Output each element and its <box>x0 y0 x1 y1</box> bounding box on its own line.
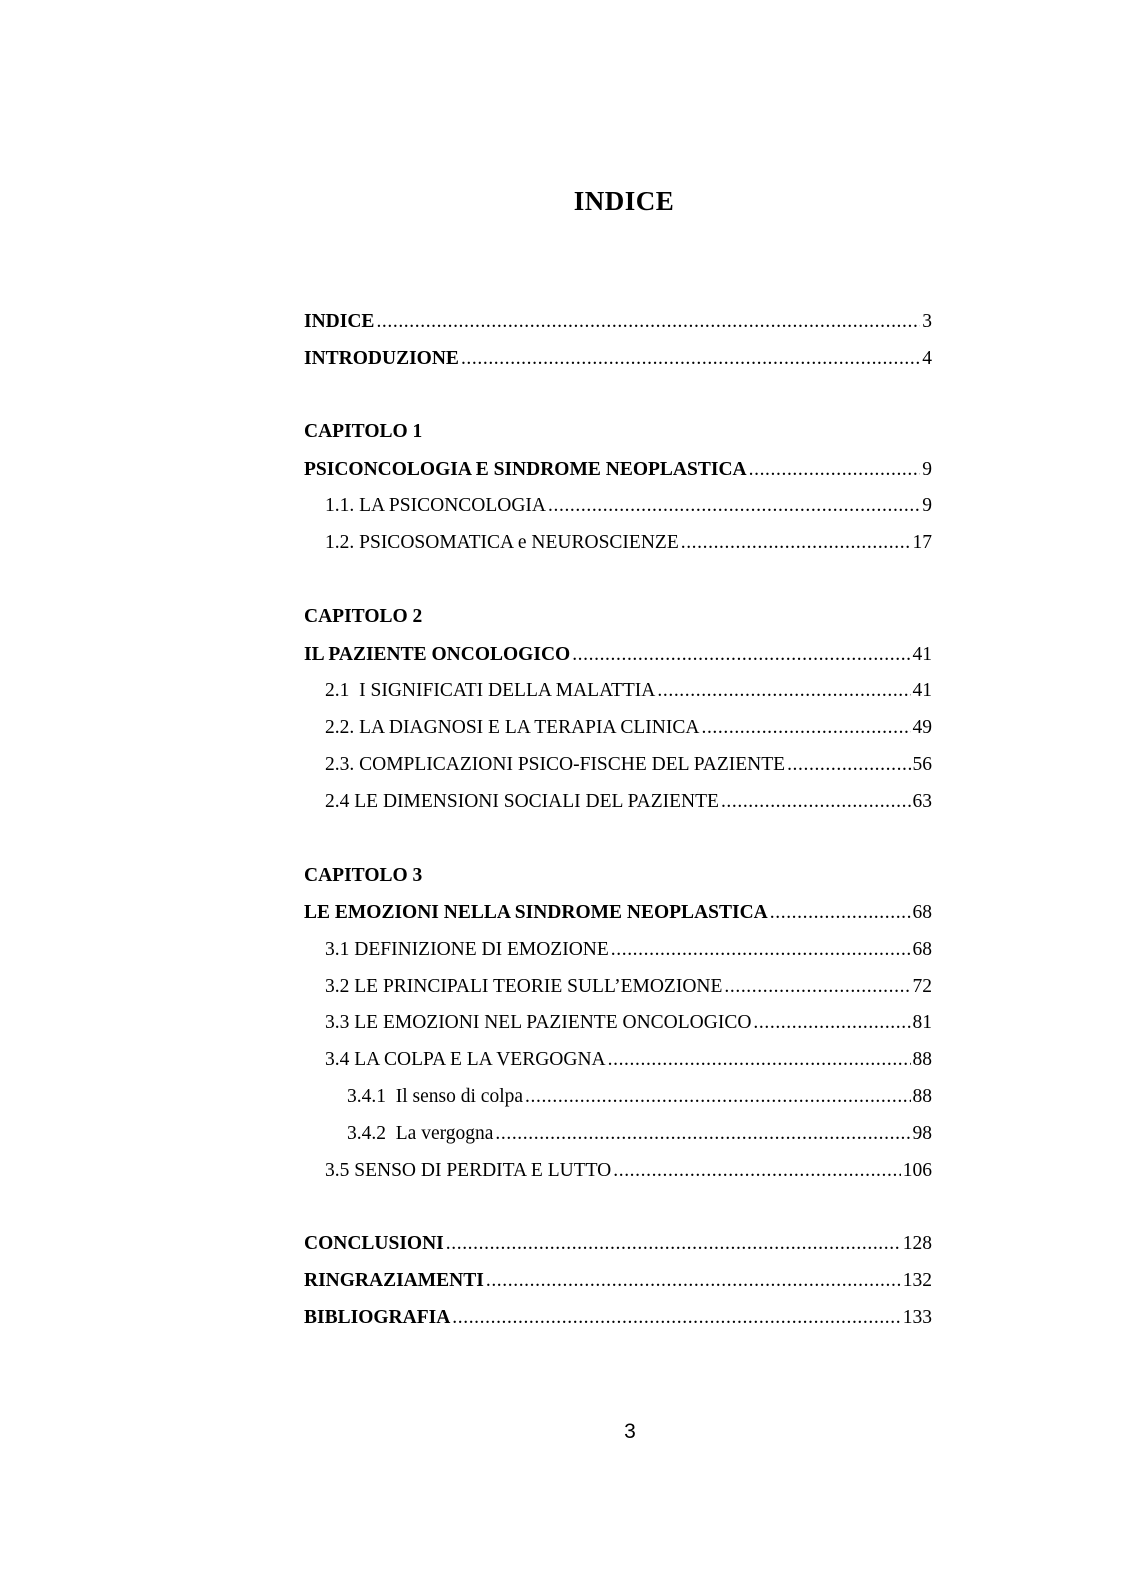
toc-entry-title: LE EMOZIONI NELLA SINDROME NEOPLASTICA <box>304 902 768 923</box>
toc-section[interactable] <box>325 935 932 965</box>
toc-entry-title: 3.4.1 Il senso di colpa <box>347 1086 524 1107</box>
toc-section[interactable] <box>325 1156 932 1186</box>
toc-entry-page: 98 <box>912 1123 932 1144</box>
toc-entry-title: CONCLUSIONI <box>304 1233 444 1254</box>
toc-entry-page: 3 <box>922 311 932 332</box>
toc-entry-page: 41 <box>912 644 932 665</box>
toc-entry-title: 2.3. COMPLICAZIONI PSICO-FISCHE DEL PAZIENTE <box>325 754 786 775</box>
toc-dot-leader <box>376 307 920 337</box>
toc-entry-page: 68 <box>912 902 932 923</box>
toc-dot-leader <box>613 1156 901 1186</box>
toc-dot-leader <box>721 787 911 817</box>
toc-entry-page: 72 <box>912 976 932 997</box>
toc-section[interactable] <box>325 676 932 706</box>
toc-entry-title: BIBLIOGRAFIA <box>304 1307 451 1328</box>
toc-chapter-title[interactable] <box>304 898 932 928</box>
toc-entry-title: 1.2. PSICOSOMATICA e NEUROSCIENZE <box>325 532 679 553</box>
toc-dot-leader <box>446 1229 901 1259</box>
toc-chapter-title[interactable] <box>304 455 932 485</box>
toc-entry-page: 106 <box>902 1160 932 1181</box>
toc-entry-title: RINGRAZIAMENTI <box>304 1270 484 1291</box>
toc-entry-page: 128 <box>902 1233 932 1254</box>
toc-dot-leader <box>548 491 920 521</box>
toc-dot-leader <box>657 676 910 706</box>
toc-entry-page: 9 <box>922 495 932 516</box>
toc-entry-title: 3.4 LA COLPA E LA VERGOGNA <box>325 1049 606 1070</box>
toc-entry-page: 56 <box>912 754 932 775</box>
toc-entry-title: PSICONCOLOGIA E SINDROME NEOPLASTICA <box>304 459 747 480</box>
toc-entry-page: 68 <box>912 939 932 960</box>
toc-entry-page: 132 <box>902 1270 932 1291</box>
toc-dot-leader <box>572 640 910 670</box>
toc-dot-leader <box>525 1082 910 1112</box>
toc-dot-leader <box>753 1008 910 1038</box>
toc-entry-bibliografia[interactable] <box>304 1303 932 1333</box>
toc-entry-introduzione[interactable] <box>304 344 932 374</box>
toc-entry-title: 2.2. LA DIAGNOSI E LA TERAPIA CLINICA <box>325 717 700 738</box>
toc-entry-page: 133 <box>902 1307 932 1328</box>
toc-section[interactable] <box>325 1008 932 1038</box>
toc-entry-page: 9 <box>922 459 932 480</box>
toc-dot-leader <box>787 750 910 780</box>
toc-entry-page: 17 <box>912 532 932 553</box>
toc-entry-title: 3.1 DEFINIZIONE DI EMOZIONE <box>325 939 609 960</box>
page-number: 3 <box>624 1420 636 1443</box>
toc-subsection[interactable] <box>347 1082 932 1112</box>
toc-section[interactable] <box>325 787 932 817</box>
chapter-label: CAPITOLO 3 <box>304 865 423 886</box>
toc-entry-page: 4 <box>922 348 932 369</box>
toc-dot-leader <box>486 1266 901 1296</box>
toc-dot-leader <box>681 528 911 558</box>
toc-entry-title: INDICE <box>304 311 375 332</box>
toc-dot-leader <box>611 935 911 965</box>
toc-section[interactable] <box>325 972 932 1002</box>
toc-dot-leader <box>495 1119 910 1149</box>
toc-entry-title: 2.1 I SIGNIFICATI DELLA MALATTIA <box>325 680 656 701</box>
toc-section[interactable] <box>325 528 932 558</box>
toc-entry-indice[interactable] <box>304 307 932 337</box>
toc-entry-title: 1.1. LA PSICONCOLOGIA <box>325 495 547 516</box>
toc-entry-title: IL PAZIENTE ONCOLOGICO <box>304 644 571 665</box>
toc-section[interactable] <box>325 713 932 743</box>
chapter-label: CAPITOLO 1 <box>304 421 423 442</box>
toc-subsection[interactable] <box>347 1119 932 1149</box>
toc-entry-page: 49 <box>912 717 932 738</box>
toc-entry-title: INTRODUZIONE <box>304 348 459 369</box>
toc-dot-leader <box>770 898 911 928</box>
toc-dot-leader <box>724 972 910 1002</box>
chapter-label: CAPITOLO 2 <box>304 606 423 627</box>
toc-section[interactable] <box>325 1045 932 1075</box>
toc-entry-title: 3.4.2 La vergogna <box>347 1123 494 1144</box>
toc-entry-page: 41 <box>912 680 932 701</box>
toc-entry-title: 3.2 LE PRINCIPALI TEORIE SULL’EMOZIONE <box>325 976 723 997</box>
toc-section[interactable] <box>325 491 932 521</box>
toc-entry-conclusioni[interactable] <box>304 1229 932 1259</box>
toc-entry-page: 81 <box>912 1012 932 1033</box>
toc-entry-title: 3.5 SENSO DI PERDITA E LUTTO <box>325 1160 612 1181</box>
page-title: INDICE <box>573 186 675 216</box>
toc-section[interactable] <box>325 750 932 780</box>
toc-dot-leader <box>461 344 920 374</box>
toc-dot-leader <box>749 455 921 485</box>
toc-entry-page: 88 <box>912 1049 932 1070</box>
toc-entry-page: 63 <box>912 791 932 812</box>
toc-entry-title: 3.3 LE EMOZIONI NEL PAZIENTE ONCOLOGICO <box>325 1012 752 1033</box>
toc-chapter-title[interactable] <box>304 640 932 670</box>
toc-entry-ringraziamenti[interactable] <box>304 1266 932 1296</box>
toc-entry-title: 2.4 LE DIMENSIONI SOCIALI DEL PAZIENTE <box>325 791 719 812</box>
toc-dot-leader <box>701 713 910 743</box>
toc-dot-leader <box>452 1303 900 1333</box>
toc-entry-page: 88 <box>912 1086 932 1107</box>
toc-dot-leader <box>608 1045 911 1075</box>
